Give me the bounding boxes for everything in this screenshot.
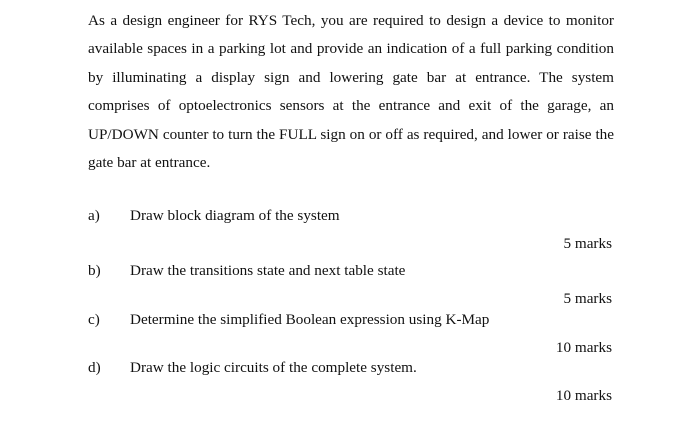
question-c-marks: 10 marks [555, 339, 612, 356]
question-d-label: d) [88, 359, 101, 376]
question-d-marks: 10 marks [555, 387, 612, 404]
question-c-text: Determine the simplified Boolean expression using K-Map [130, 311, 490, 328]
question-b-label: b) [88, 262, 101, 279]
question-a-text: Draw block diagram of the system [130, 207, 340, 224]
question-b-text: Draw the transitions state and next table state [130, 262, 406, 279]
problem-statement: As a design engineer for RYS Tech, you are required to design a device to monitor available spaces in a parking lot and provide an indication of a full parking condition by illuminating a display sign and lowering gate bar at entrance. The system comprises of optoelectronics sensors at the entrance and exit of the garage, an UP/DOWN counter to turn the FULL sign on or off as required, and lower or raise the gate bar at entrance. [88, 12, 614, 172]
question-a-marks: 5 marks [563, 235, 612, 252]
question-b-marks: 5 marks [563, 290, 612, 307]
question-d-text: Draw the logic circuits of the complete system. [130, 359, 417, 376]
question-a-label: a) [88, 207, 100, 224]
question-c-label: c) [88, 311, 100, 328]
